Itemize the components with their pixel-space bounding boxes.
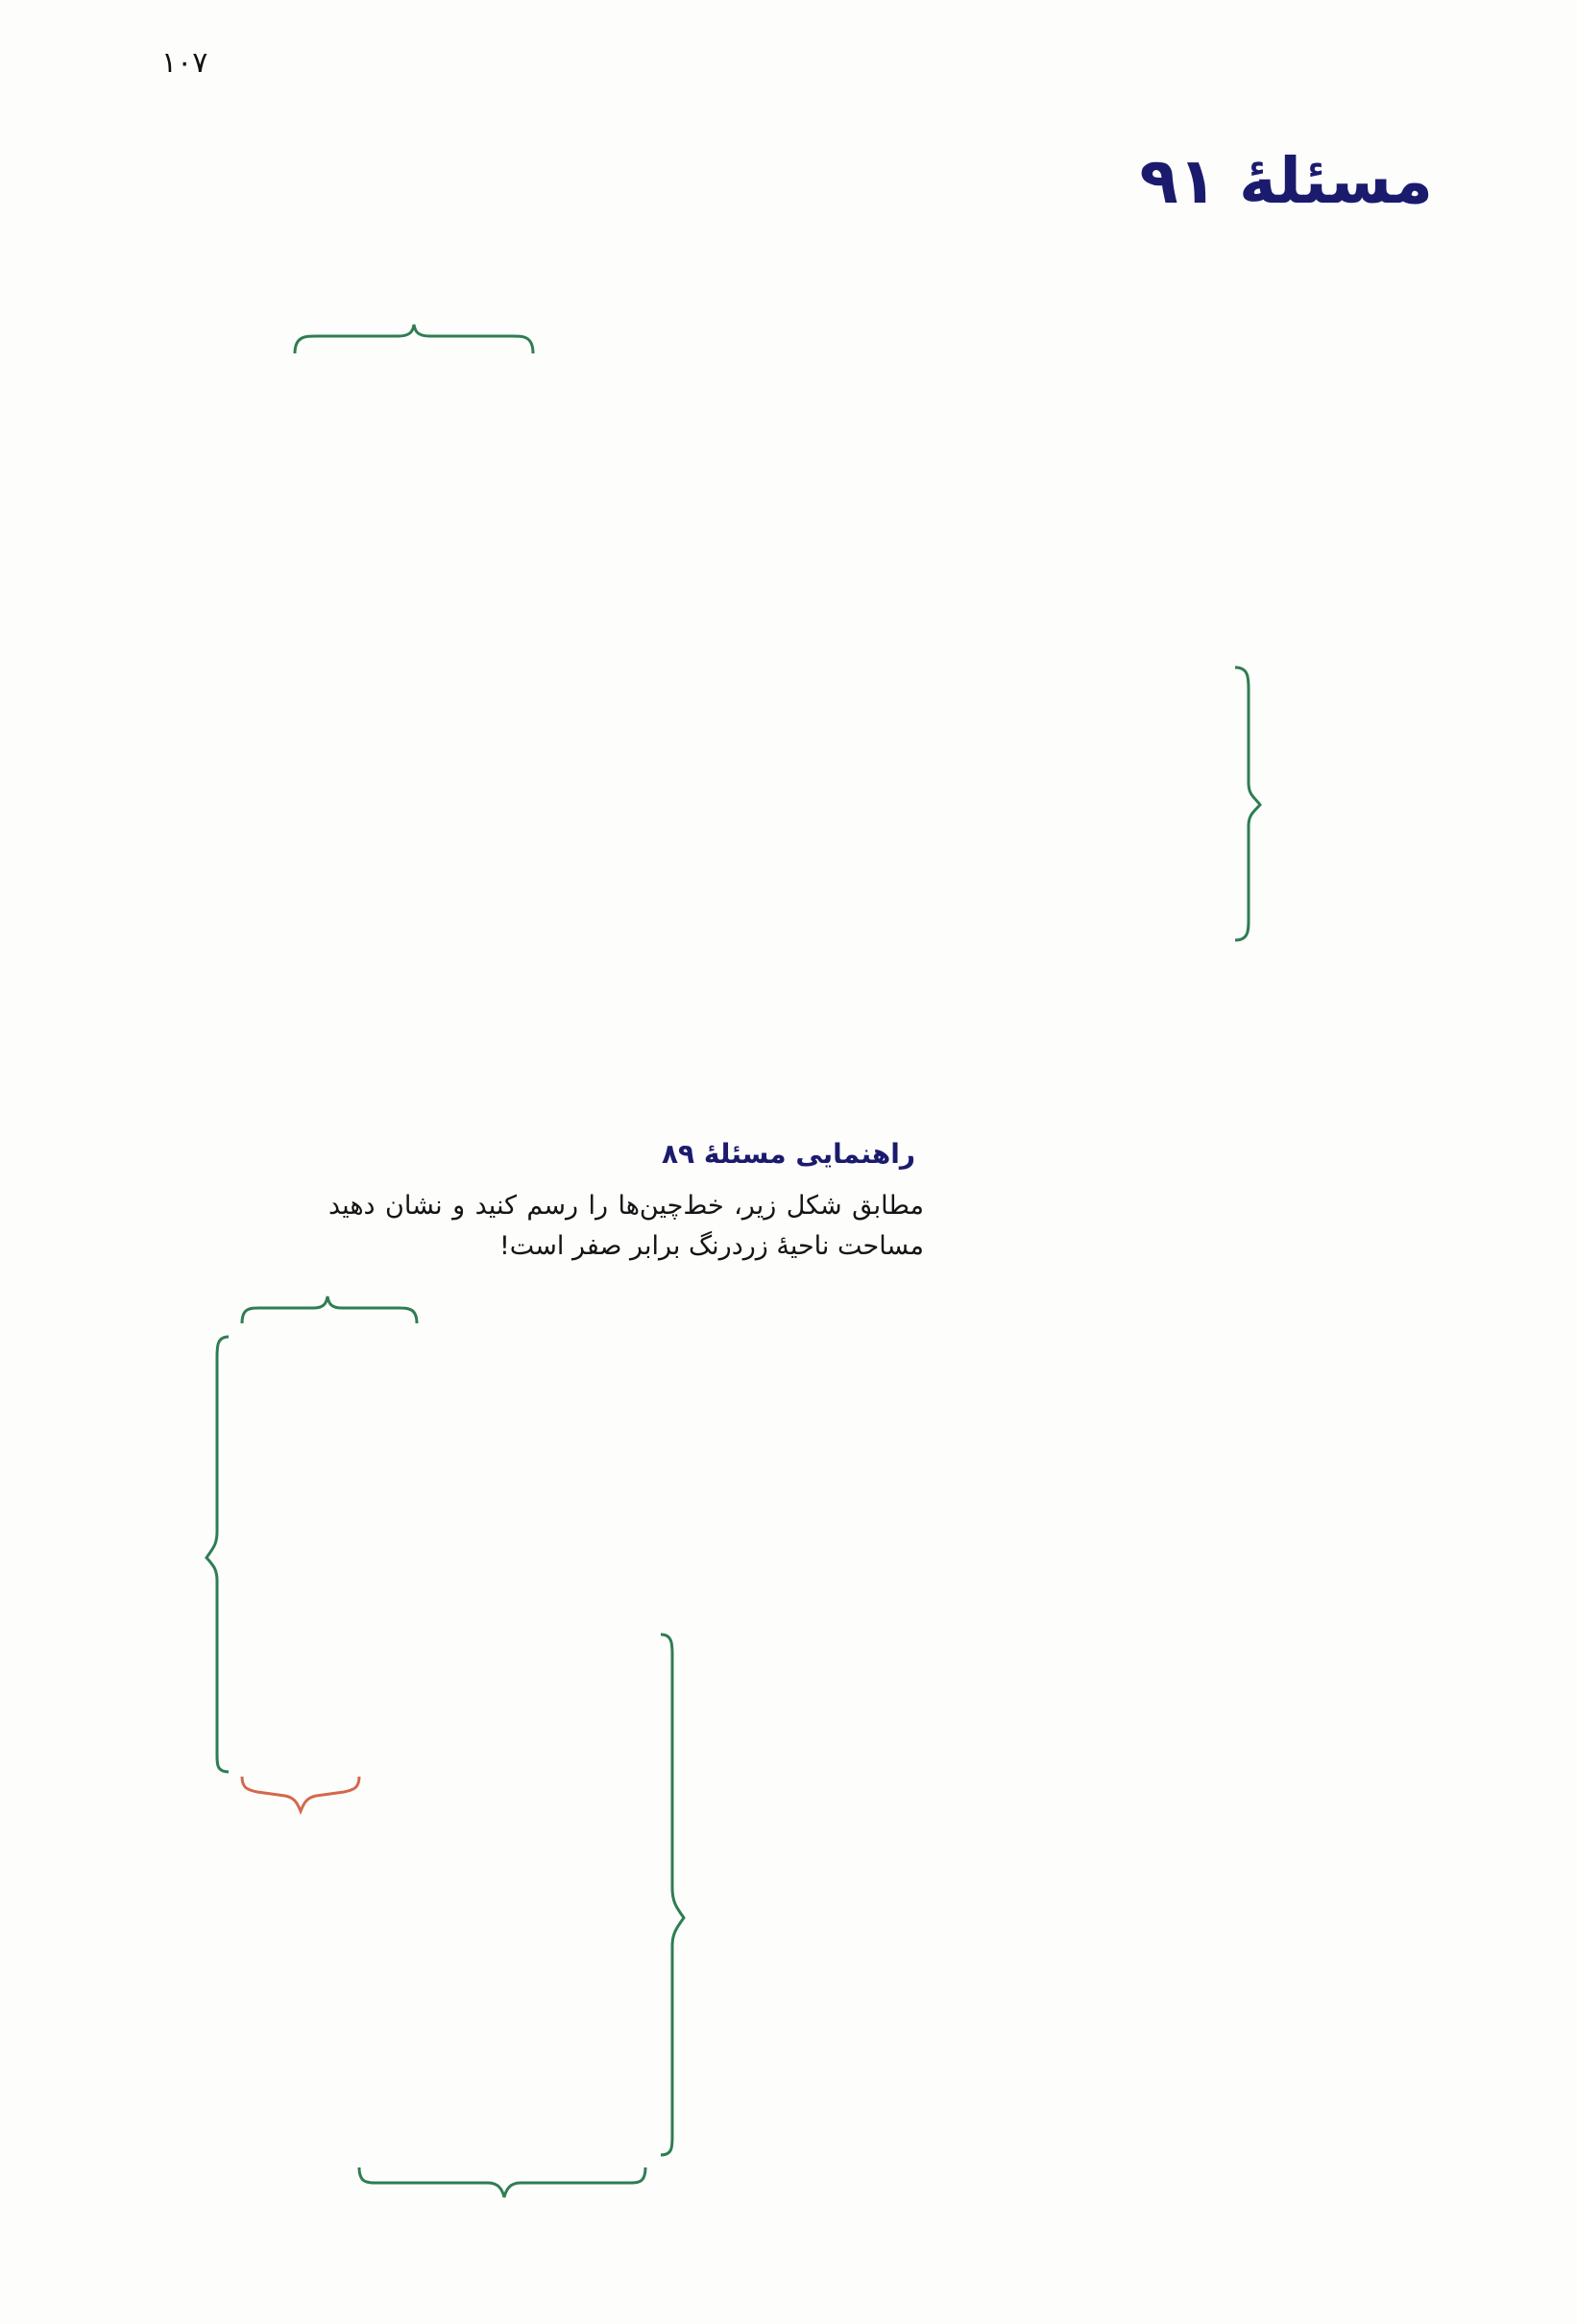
figure1-brace-right [1235, 667, 1260, 940]
figure2-brace-left [206, 1337, 229, 1772]
figure2-brace-bottom [359, 2167, 645, 2197]
figure2-brace-right [661, 1634, 684, 2155]
page-number: ۱۰۷ [161, 46, 208, 80]
figure2-brace-top [242, 1296, 417, 1323]
hint-text: مطابق شکل زیر، خط‌چین‌ها را رسم کنید و نشان دهید مساحت ناحیۀ زردرنگ برابر صفر است! [328, 1191, 924, 1261]
page-title: مسئلۀ ۹۱ [1139, 144, 1433, 218]
figure1-brace-top [295, 325, 533, 353]
figure2-brace-unknown [242, 1777, 359, 1811]
hint-title: راهنمایی مسئلۀ ۸۹ [661, 1138, 916, 1170]
